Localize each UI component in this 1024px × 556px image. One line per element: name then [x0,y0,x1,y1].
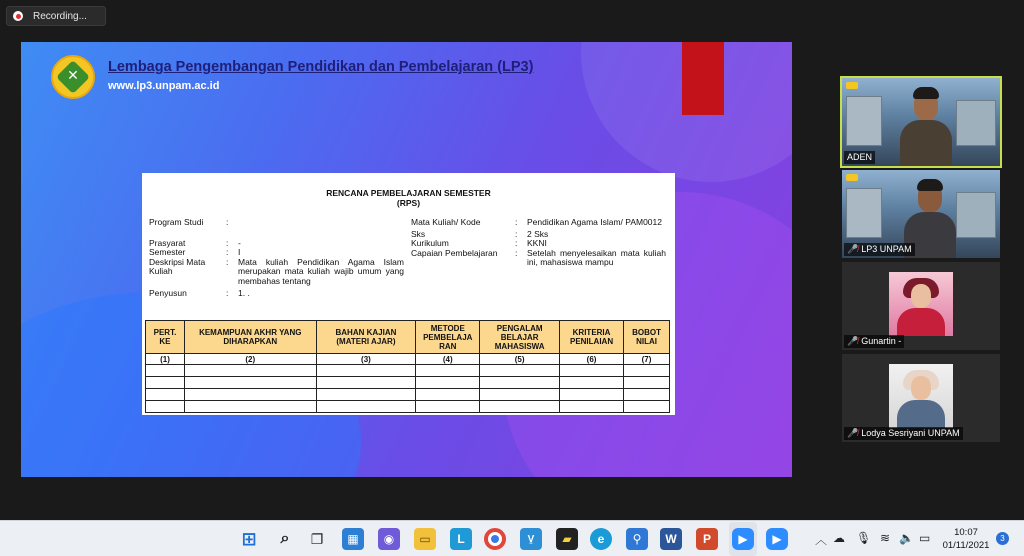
volume-icon[interactable]: 🔈 [899,531,914,545]
clock-time: 10:07 [954,527,978,538]
cloud-icon[interactable]: ☁ [833,531,845,545]
mic-muted-icon: 🎤̸ [847,336,859,346]
table-row [146,365,670,377]
header-kemampuan: KEMAMPUAN AKHR YANG DIHARAPKAN [184,321,316,354]
mic-muted-icon: 🎤̸ [847,244,859,254]
powerpoint-icon[interactable]: P [696,528,718,550]
chevron-up-icon[interactable]: ︿ [815,533,828,547]
record-icon [13,11,23,21]
recording-indicator[interactable] [6,6,106,26]
field-capaian: Capaian Pembelajaran : Setelah menyelesaikan mata kuliah ini, mahasiswa mampu [411,247,666,267]
campus-logo [846,174,858,181]
notification-badge[interactable]: 3 [996,532,1009,545]
libreoffice-icon[interactable]: L [450,528,472,550]
microphone-icon[interactable]: 🎙 [856,531,872,545]
header-kriteria: KRITERIA PENILAIAN [560,321,624,354]
participant-photo [889,364,953,428]
slide-red-tab [682,42,724,115]
vscode-icon[interactable]: V̱ [520,528,542,550]
table-number-row: (1) (2) (3) (4) (5) (6) (7) [146,354,670,365]
wifi-icon[interactable]: ≋ [880,531,891,545]
header-pengalaman: PENGALAM BELAJAR MAHASISWA [480,321,560,354]
zoom-icon[interactable]: ▶ [732,528,754,550]
header-metode: METODE PEMBELAJA RAN [416,321,480,354]
clock-date: 01/11/2021 [942,540,990,551]
word-icon[interactable]: W [660,528,682,550]
field-prasyarat: Prasyarat : - [149,237,241,248]
recording-label: Recording... [33,10,87,22]
header-bobot: BOBOT NILAI [624,321,670,354]
field-mata-kuliah: Mata Kuliah/ Kode : Pendidikan Agama Islam/ PAM0012 [411,217,662,227]
participant-name: 🎤̸ Gunartin - [844,335,904,348]
rps-document [142,173,675,415]
participant-photo [889,272,953,336]
system-clock[interactable] [940,526,992,552]
mic-muted-icon: 🎤̸ [847,428,859,438]
document-title: RENCANA PEMBELAJARAN SEMESTER (RPS) [326,188,491,208]
participant-name: 🎤̸ LP3 UNPAM [844,243,915,256]
course-info-left [149,218,404,299]
participant-tile-lodya[interactable] [842,354,1000,442]
edge-icon[interactable]: e [590,528,612,550]
chat-icon[interactable]: ◉ [378,528,400,550]
sticky-notes-icon[interactable]: ▰ [556,528,578,550]
taskbar [0,520,1024,556]
header-bahan-kajian: BAHAN KAJIAN (MATERI AJAR) [316,321,416,354]
rps-table [145,320,670,413]
table-header-row [146,321,670,354]
table-row [146,389,670,401]
windows-start-icon[interactable]: ⊞ [241,528,257,549]
field-semester: Semester : I [149,247,241,257]
participant-tile-aden[interactable] [842,78,1000,166]
lp3-logo: ✕ [51,55,95,99]
network-app-icon[interactable]: ⚲ [626,528,648,550]
table-row [146,401,670,413]
slide-title: Lembaga Pengembangan Pendidikan dan Pembelajaran (LP3) [108,59,534,75]
participant-tile-gunartin[interactable] [842,262,1000,350]
search-icon[interactable]: ⌕ [280,530,290,547]
field-deskripsi: Deskripsi Mata Kuliah : Mata kuliah Pendidikan Agama Islam merupakan mata kuliah wajib umum yang membahas tentang [149,256,404,286]
task-view-icon[interactable]: ❐ [310,530,324,547]
participant-video [900,86,950,166]
participant-tile-lp3[interactable] [842,170,1000,258]
field-kurikulum: Kurikulum : KKNI [411,238,547,248]
widgets-icon[interactable]: ▦ [342,528,364,550]
slide-url: www.lp3.unpam.ac.id [108,80,220,92]
battery-icon[interactable]: ▭ [919,531,931,545]
field-penyusun: Penyusun : 1. . [149,288,250,298]
participant-name: ADEN [844,151,875,164]
participant-name: 🎤̸ Lodya Sesriyani UNPAM [844,427,963,440]
course-info-right [411,218,666,268]
file-explorer-icon[interactable]: ▭ [414,528,436,550]
shared-screen-slide [21,42,792,477]
campus-logo [846,82,858,89]
zoom-meeting-icon[interactable]: ▶ [766,528,788,550]
table-row [146,377,670,389]
field-sks: Sks : 2 Sks [411,228,549,239]
field-program-studi: Program Studi : [149,217,229,227]
header-pert-ke: PERT. KE [146,321,185,354]
chrome-icon[interactable] [484,528,506,550]
